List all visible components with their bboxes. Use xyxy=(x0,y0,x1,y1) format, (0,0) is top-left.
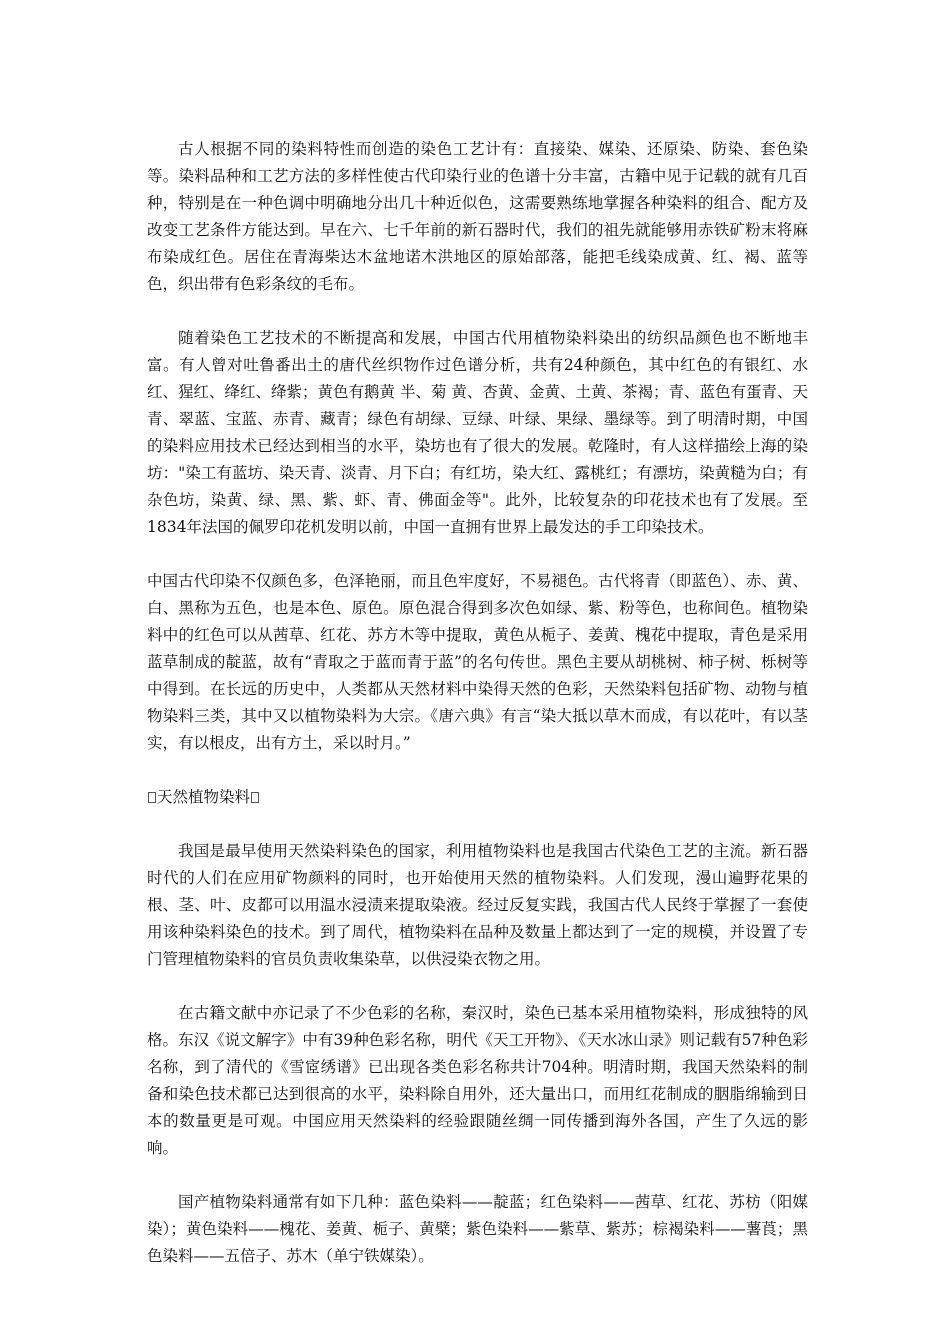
section-heading-text: 天然植物染料 xyxy=(157,788,251,806)
missing-glyph-icon xyxy=(148,792,156,803)
paragraph-color-names-history: 在古籍文献中亦记录了不少色彩的名称，秦汉时，染色已基本采用植物染料，形成独特的风格。东汉《说文解字》中有39种色彩名称，明代《天工开物》、《天水冰山录》则记载有57种色彩名称，到了清代的《雪宧绣谱》已出现各类色彩名称共计704种。明清时期，我国天然染料的制备和染色技术都已达到很高的水平，染料除自用外，还大量出口，而用红花制成的胭脂绵输到日本的数量更是可观。中国应用天然染料的经验跟随丝绸一同传播到海外各国，产生了久远的影响。 xyxy=(147,1004,808,1157)
missing-glyph-icon xyxy=(251,792,259,803)
paragraph-plant-dye-colors: 随着染色工艺技术的不断提高和发展，中国古代用植物染料染出的纺织品颜色也不断地丰富。有人曾对吐鲁番出土的唐代丝织物作过色谱分析，共有24种颜色，其中红色的有银红、水红、猩红、绛红、绛紫；黄色有鹅黄 半、菊 黄、杏黄、金黄、土黄、茶褐；青、蓝色有蛋青、天青、翠蓝、宝蓝、赤青、藏青；绿色有胡绿、豆绿、叶绿、果绿、墨绿等。到了明清时期，中国的染料应用技术已经达到相当的水平，染坊也有了很大的发展。乾隆时，有人这样描绘上海的染坊："染工有蓝坊、染天青、淡青、月下白；有红坊，染大红、露桃红；有漂坊，染黄糙为白；有杂色坊，染黄、绿、黑、紫、虾、青、佛面金等"。此外，比较复杂的印花技术也有了发展。至1834年法国的佩罗印花机发明以前，中国一直拥有世界上最发达的手工印染技术。 xyxy=(147,329,808,536)
paragraph-earliest-natural-dye: 我国是最早使用天然染料染色的国家，利用植物染料也是我国古代染色工艺的主流。新石器时代的人们在应用矿物颜料的同时，也开始使用天然的植物染料。人们发现，漫山遍野花果的根、茎、叶、皮都可以用温水浸渍来提取染液。经过反复实践，我国古代人民终于掌握了一套使用该种染料染色的技术。到了周代，植物染料在品种及数量上都达到了一定的规模，并设置了专门管理植物染料的官员负责收集染草，以供浸染衣物之用。 xyxy=(147,842,808,968)
paragraph-five-colors: 中国古代印染不仅颜色多，色泽艳丽，而且色牢度好，不易褪色。古代将青（即蓝色）、赤、黄、白、黑称为五色，也是本色、原色。原色混合得到多次色如绿、紫、粉等色，也称间色。植物染料中的红色可以从茜草、红花、苏方木等中提取，黄色从栀子、姜黄、槐花中提取，青色是采用蓝草制成的靛蓝，故有“青取之于蓝而青于蓝”的名句传世。黑色主要从胡桃树、柿子树、栎树等中得到。在长远的历史中，人类都从天然材料中染得天然的色彩，天然染料包括矿物、动物与植物染料三类，其中又以植物染料为大宗。《唐六典》有言“染大抵以草木而成，有以花叶，有以茎实，有以根皮，出有方土，采以时月。” xyxy=(147,572,808,752)
paragraph-domestic-plant-dyes: 国产植物染料通常有如下几种：蓝色染料——靛蓝；红色染料——茜草、红花、苏枋（阳媒染）；黄色染料——槐花、姜黄、栀子、黄檗；紫色染料——紫草、紫苏；棕褐染料——薯莨；黑色染料——五倍子、苏木（单宁铁媒染）。 xyxy=(147,1193,808,1265)
paragraph-dyeing-techniques: 古人根据不同的染料特性而创造的染色工艺计有：直接染、媒染、还原染、防染、套色染等。染料品种和工艺方法的多样性使古代印染行业的色谱十分丰富，古籍中见于记载的就有几百种，特别是在一种色调中明确地分出几十种近似色，这需要熟练地掌握各种染料的组合、配方及改变工艺条件方能达到。早在六、七千年前的新石器时代，我们的祖先就能够用赤铁矿粉末将麻布染成红色。居住在青海柴达木盆地诺木洪地区的原始部落，能把毛线染成黄、红、褐、蓝等色，织出带有色彩条纹的毛布。 xyxy=(147,140,808,293)
document-body xyxy=(147,136,808,1270)
section-heading xyxy=(147,784,808,811)
